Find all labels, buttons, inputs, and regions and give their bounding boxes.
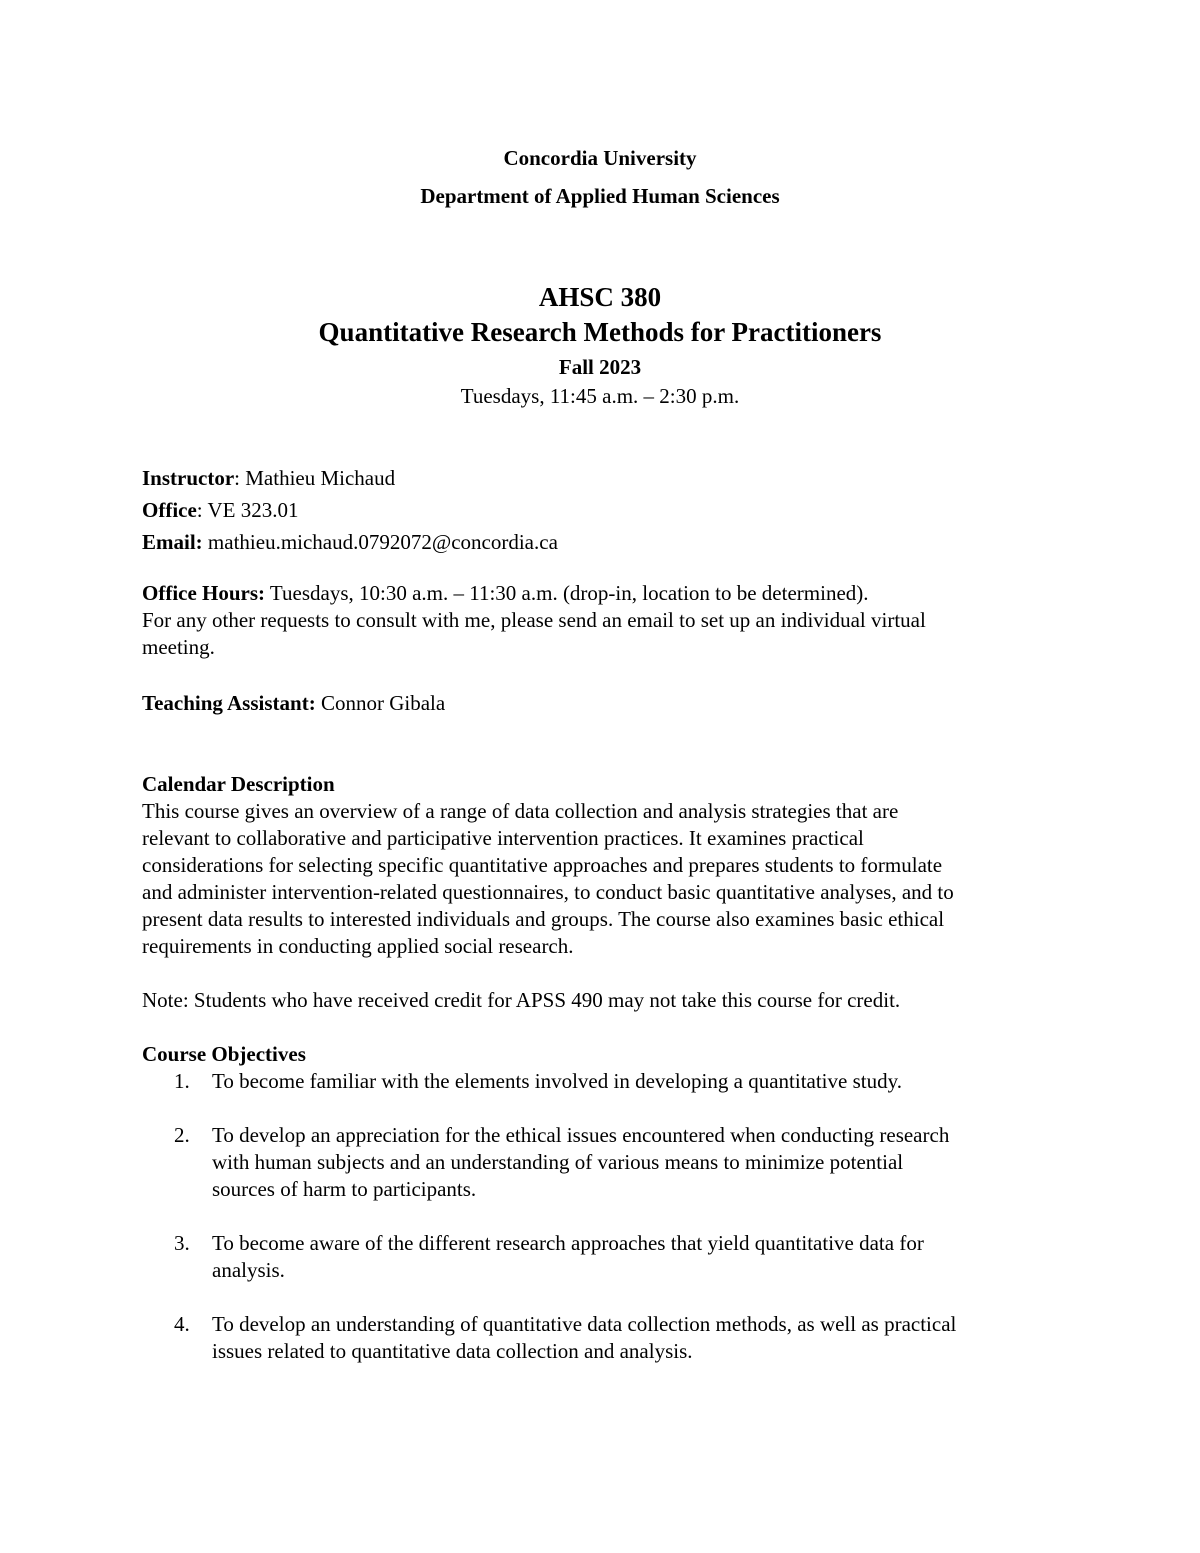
objective-number: 3.: [174, 1231, 190, 1255]
course-schedule: Tuesdays, 11:45 a.m. – 2:30 p.m.: [460, 384, 740, 408]
university-name: Concordia University: [503, 146, 697, 170]
office-line: [142, 494, 1062, 526]
calendar-description-line: and administer intervention-related questionnaires, to conduct basic quantitative analyses, and to: [142, 880, 954, 904]
office-hours-line: [142, 580, 1062, 607]
office-hours: [142, 580, 1062, 661]
calendar-description-heading: Calendar Description: [142, 772, 335, 796]
course-term: Fall 2023: [558, 355, 642, 379]
instructor-line: [142, 462, 1062, 494]
objective-number: 1.: [174, 1069, 190, 1093]
teaching-assistant-label: Teaching Assistant:: [142, 691, 316, 715]
calendar-description-line: requirements in conducting applied social research.: [142, 934, 574, 958]
teaching-assistant-name: Connor Gibala: [315, 691, 446, 715]
objective-line: To develop an appreciation for the ethical issues encountered when conducting research: [212, 1123, 950, 1147]
teaching-assistant-line: [142, 690, 1062, 717]
objective-item: [142, 1068, 1062, 1095]
office-hours-value: Tuesdays, 10:30 a.m. – 11:30 a.m. (drop-in, location to be determined).: [265, 581, 869, 605]
objective-number: 4.: [174, 1312, 190, 1336]
objective-item: [142, 1122, 1062, 1203]
office-separator: :: [196, 498, 208, 522]
objective-line: analysis.: [212, 1258, 285, 1282]
contact-info: [142, 462, 1062, 558]
calendar-description-line: present data results to interested individuals and groups. The course also examines basic ethical: [142, 907, 945, 931]
instructor-name: Mathieu Michaud: [245, 466, 396, 490]
objective-item: [142, 1311, 1062, 1365]
calendar-description-line: relevant to collaborative and participative intervention practices. It examines practical: [142, 826, 864, 850]
teaching-assistant: [142, 690, 1062, 717]
credit-note-text: Note: Students who have received credit for APSS 490 may not take this course for credit.: [142, 988, 901, 1012]
email-label: Email:: [142, 530, 203, 554]
instructor-label: Instructor: [142, 466, 235, 490]
email-address: mathieu.michaud.0792072@concordia.ca: [202, 530, 558, 554]
objective-item: [142, 1230, 1062, 1284]
office-hours-note-line-2: meeting.: [142, 635, 215, 659]
course-title: Quantitative Research Methods for Practitioners: [318, 317, 882, 347]
objective-number: 2.: [174, 1123, 190, 1147]
calendar-description-line: This course gives an overview of a range of data collection and analysis strategies that are: [142, 799, 899, 823]
objective-line: sources of harm to participants.: [212, 1177, 477, 1201]
course-objectives-heading: Course Objectives: [142, 1042, 306, 1066]
objective-line: with human subjects and an understanding of various means to minimize potential: [212, 1150, 904, 1174]
objective-line: To develop an understanding of quantitative data collection methods, as well as practical: [212, 1312, 957, 1336]
course-objectives: [142, 1041, 1062, 1392]
department-name: Department of Applied Human Sciences: [420, 184, 780, 208]
course-code: AHSC 380: [538, 282, 662, 312]
office-hours-note-line-1: For any other requests to consult with me, please send an email to set up an individual virtual: [142, 608, 926, 632]
objectives-list: [142, 1068, 1062, 1365]
credit-note: [142, 987, 1062, 1014]
email-line: [142, 526, 1062, 558]
office-location: VE 323.01: [207, 498, 299, 522]
office-label: Office: [142, 498, 197, 522]
objective-line: issues related to quantitative data collection and analysis.: [212, 1339, 693, 1363]
office-hours-label: Office Hours:: [142, 581, 266, 605]
objective-line: To become familiar with the elements involved in developing a quantitative study.: [212, 1069, 902, 1093]
instructor-separator: :: [234, 466, 246, 490]
objective-line: To become aware of the different research approaches that yield quantitative data for: [212, 1231, 924, 1255]
calendar-description: [142, 771, 1062, 960]
calendar-description-line: considerations for selecting specific quantitative approaches and prepares students to formulate: [142, 853, 943, 877]
